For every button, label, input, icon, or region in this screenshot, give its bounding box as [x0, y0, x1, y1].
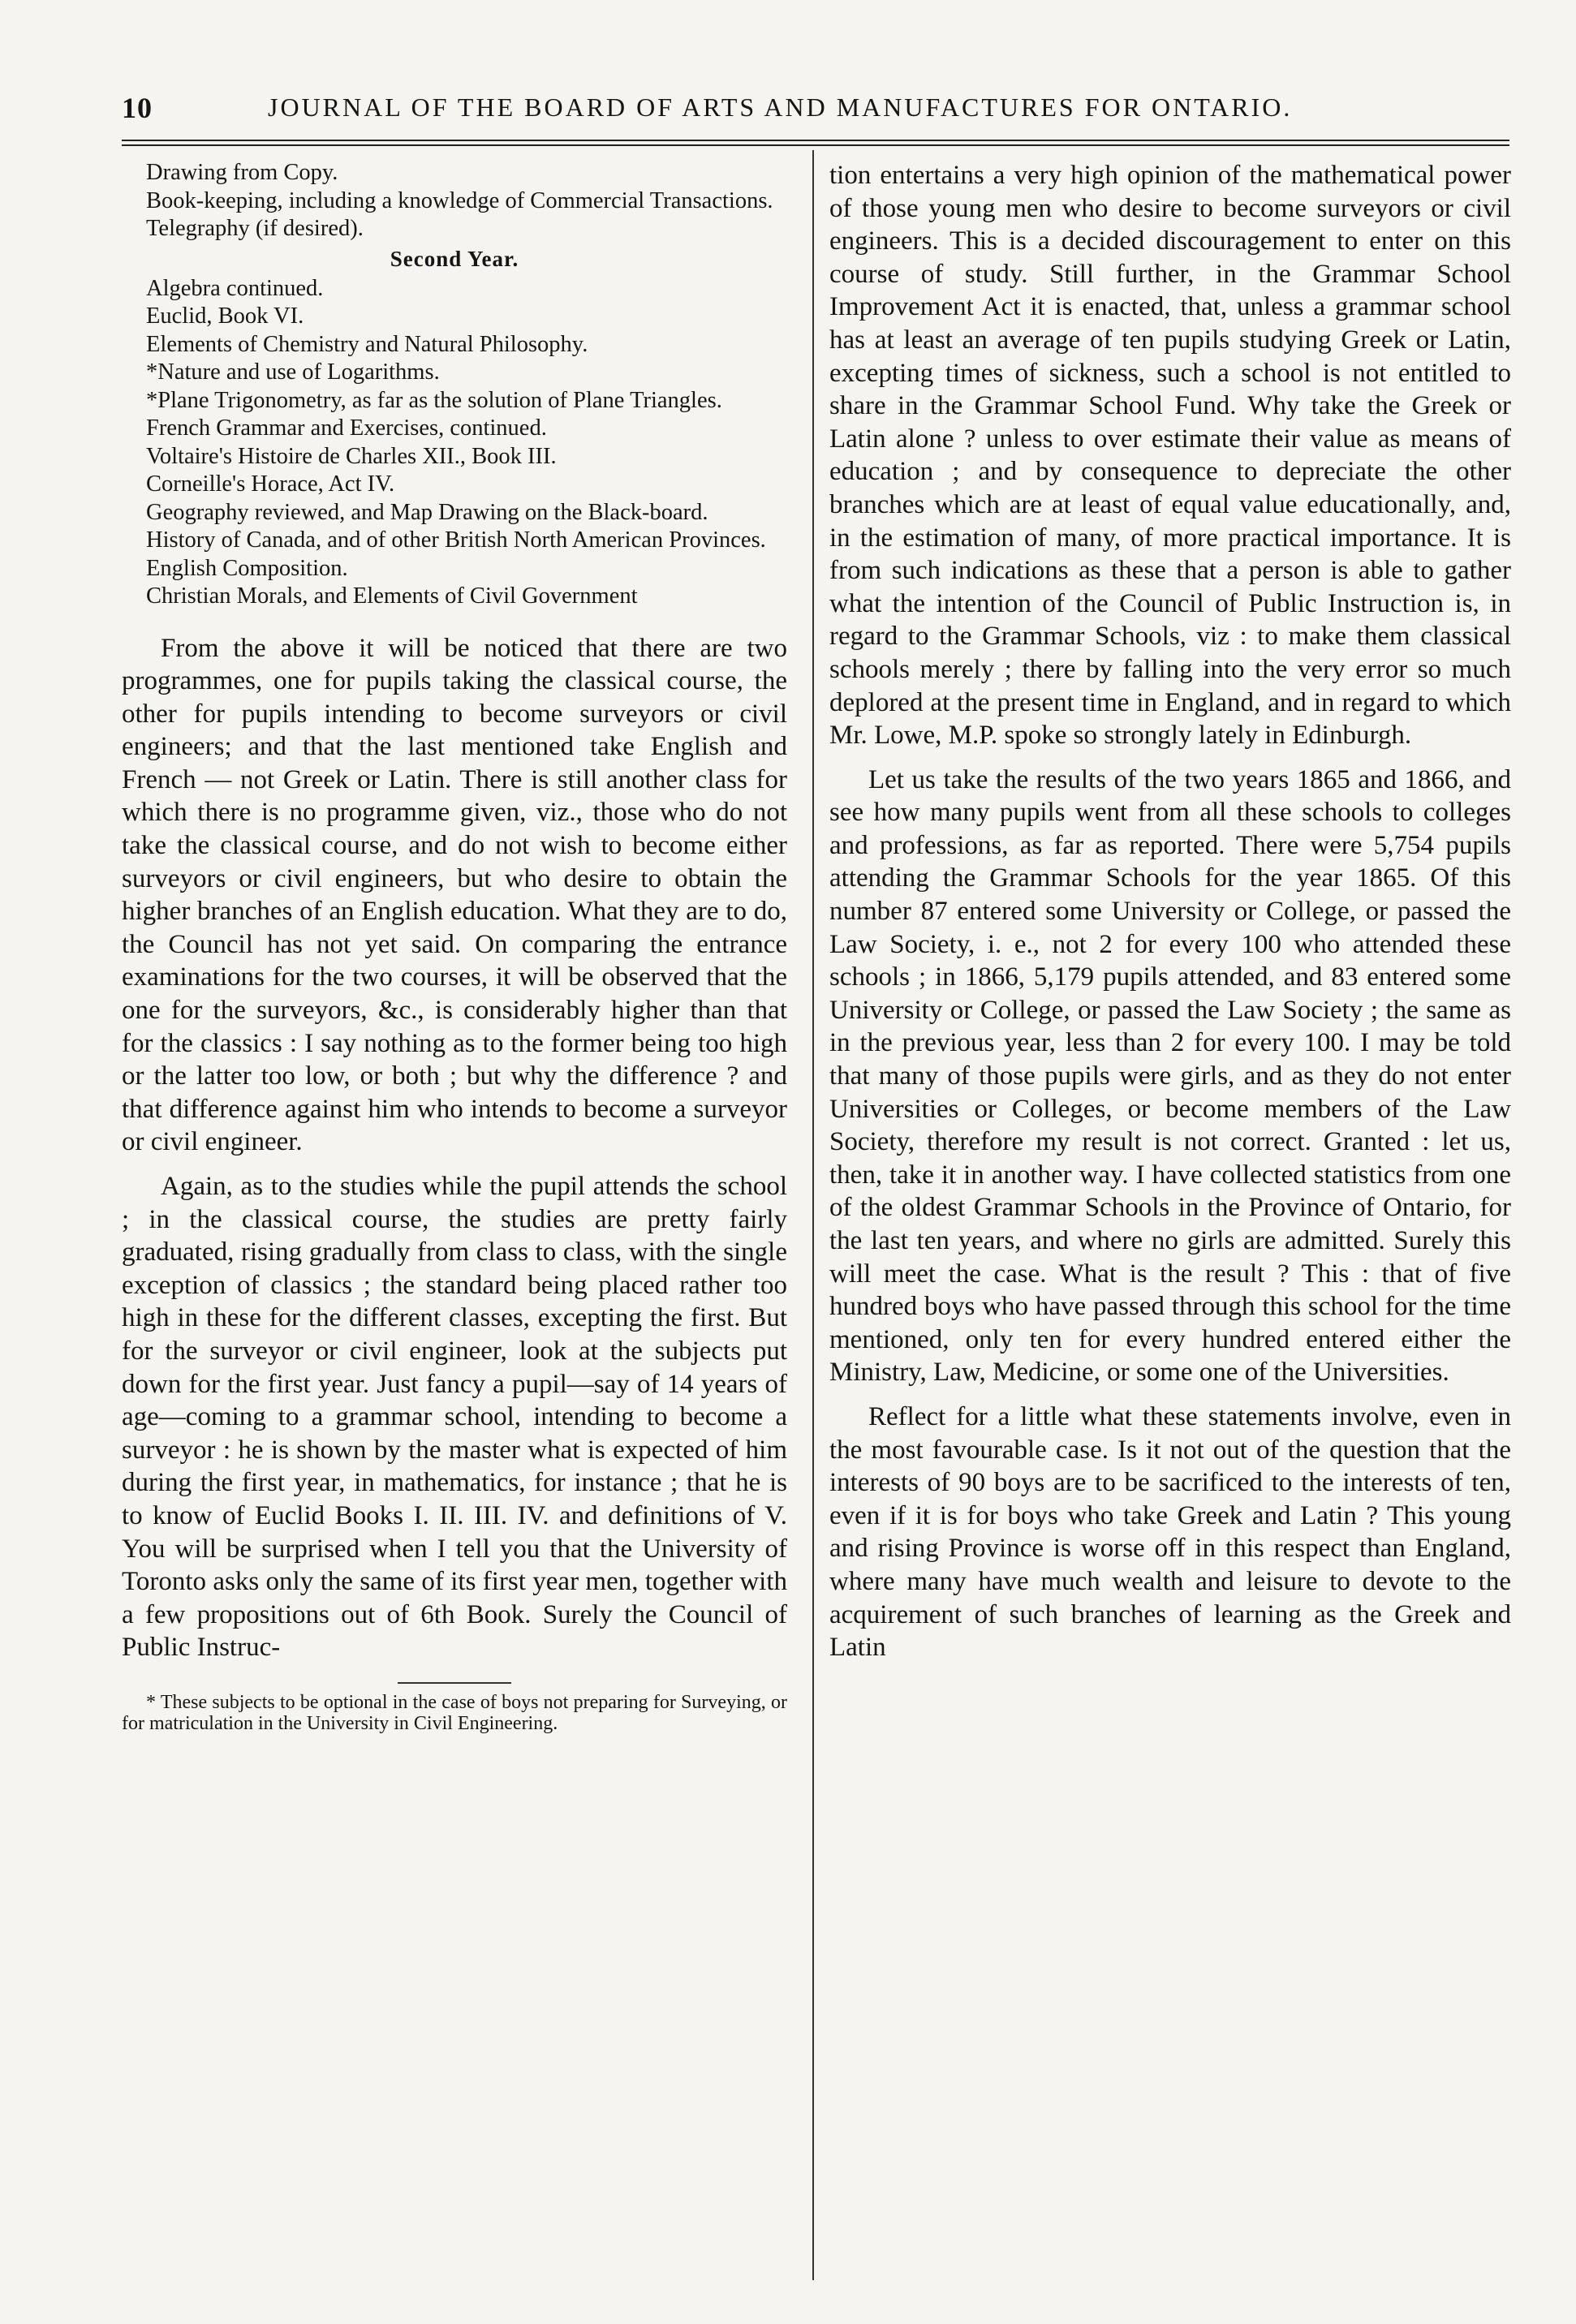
paragraph: From the above it will be noticed that there are two programmes, one for pupils taking the classical course, the other for pupils intending to become surveyors or civil engineers; and that the last mentioned take English and French — not Greek or Latin. There is still another class for which there is no programme given, viz., those who do not take the classical course, and do not wish to become either surveyors or civil engineers, but who desire to obtain the higher branches of an English education. What they are to do, the Council has not yet said. On comparing the entrance examinations for the two courses, it will be observed that the one for the surveyors, &c., is considerably higher than that for the classics : I say nothing as to the former being too high or the latter too low, or both ; but why the difference ? and that difference against him who intends to become a surveyor or civil engineer.: [122, 633, 787, 1157]
first-year-list: [122, 159, 787, 243]
list-item: Drawing from Copy.: [146, 160, 338, 185]
running-head: [122, 91, 1509, 131]
list-item: History of Canada, and of other British North American Provinces.: [146, 527, 766, 553]
list-item: *Nature and use of Logarithms.: [146, 359, 440, 385]
second-year-heading: Second Year.: [390, 246, 519, 271]
right-column: [829, 159, 1511, 1676]
left-column: [122, 159, 787, 1734]
list-item: French Grammar and Exercises, continued.: [146, 415, 547, 441]
list-item: Euclid, Book VI.: [146, 303, 304, 329]
list-item: Elements of Chemistry and Natural Philosophy.: [146, 331, 588, 357]
list-item: Voltaire's Histoire de Charles XII., Book III.: [146, 443, 557, 469]
list-item: *Plane Trigonometry, as far as the solution of Plane Triangles.: [146, 387, 722, 413]
list-item: Geography reviewed, and Map Drawing on the Black-board.: [146, 499, 708, 525]
list-item: English Composition.: [146, 555, 348, 581]
paragraph: Reflect for a little what these statements involve, even in the most favourable case. Is it not out of the question that the interests of 90 boys are to be sacrificed to the interests of ten, even if it is for boys who take Greek and Latin ? This young and rising Province is worse off in this respect than England, where many have much wealth and leisure to devote to the acquirement of such branches of learning as the Greek and Latin: [829, 1401, 1511, 1663]
column-divider: [812, 150, 814, 2280]
page-number: 10: [122, 92, 153, 124]
paragraph: tion entertains a very high opinion of the mathematical power of those young men who desire to become surveyors or civil engineers. This is a decided discouragement to enter on this course of study. Still further, in the Grammar School Improvement Act it is enacted, that, unless a grammar school has at least an average of ten pupils studying Greek or Latin, excepting times of sickness, such a school is not entitled to share in the Grammar School Fund. Why take the Greek or Latin alone ? unless to over estimate their value as means of education ; and by consequence to depreciate the other branches which are at least of equal value educationally, and, in the estimation of many, of more practical importance. It is from such indications as these that a person is able to gather what the intention of the Council of Public Instruction is, in regard to the Grammar Schools, viz : to make them classical schools merely ; there by falling into the very error so much deplored at the present time in England, and in regard to which Mr. Lowe, M.P. spoke so strongly lately in Edinburgh.: [829, 161, 1511, 751]
list-item: Corneille's Horace, Act IV.: [146, 471, 395, 497]
list-item: Christian Morals, and Elements of Civil Government: [146, 583, 638, 609]
header-rule: [122, 140, 1509, 146]
footnote-rule: [398, 1682, 511, 1684]
left-body-text: [122, 632, 787, 1664]
paragraph: Again, as to the studies while the pupil attends the school ; in the classical course, the studies are pretty fairly graduated, rising gradually from class to class, with the single exception of classics ; the standard being placed rather too high in these for the different classes, excepting the first. But for the surveyor or civil engineer, look at the subjects put down for the first year. Just fancy a pupil—say of 14 years of age—coming to a grammar school, intending to become a surveyor : he is shown by the master what is expected of him during the first year, in mathematics, for instance ; that he is to know of Euclid Books I. II. III. IV. and definitions of V. You will be surprised when I tell you that the University of Toronto asks only the same of its first year men, together with a few propositions out of 6th Book. Surely the Council of Public Instruc-: [122, 1172, 787, 1663]
second-year-list: [122, 275, 787, 611]
right-body-text: [829, 159, 1511, 1664]
paragraph: Let us take the results of the two years 1865 and 1866, and see how many pupils went from all these schools to colleges and professions, as far as reported. There were 5,754 pupils attending the Grammar Schools for the year 1865. Of this number 87 entered some University or College, or passed the Law Society, i. e., not 2 for every 100 who attended these schools ; in 1866, 5,179 pupils attended, and 83 entered some University or College, or passed the Law Society ; the same as in the previous year, less than 2 for every 100. I may be told that many of those pupils were girls, and as they do not enter Universities or Colleges, or become members of the Law Society, therefore my result is not correct. Granted : let us, then, take it in another way. I have collected statistics from one of the oldest Grammar Schools in the Province of Ontario, for the last ten years, and where no girls are admitted. Surely this will meet the case. What is the result ? This : that of five hundred boys who have passed through this school for the time mentioned, only ten for every hundred entered either the Ministry, Law, Medicine, or some one of the Universities.: [829, 764, 1511, 1388]
footnote: * These subjects to be optional in the case of boys not preparing for Surveying, or for matriculation in the University in Civil Engineering.: [122, 1691, 787, 1734]
list-item: Algebra continued.: [146, 275, 324, 301]
journal-title: JOURNAL OF THE BOARD OF ARTS AND MANUFACTURES FOR ONTARIO.: [268, 93, 1293, 122]
list-item: Book-keeping, including a knowledge of Commercial Transactions. Telegraphy (if desired).: [146, 187, 773, 241]
